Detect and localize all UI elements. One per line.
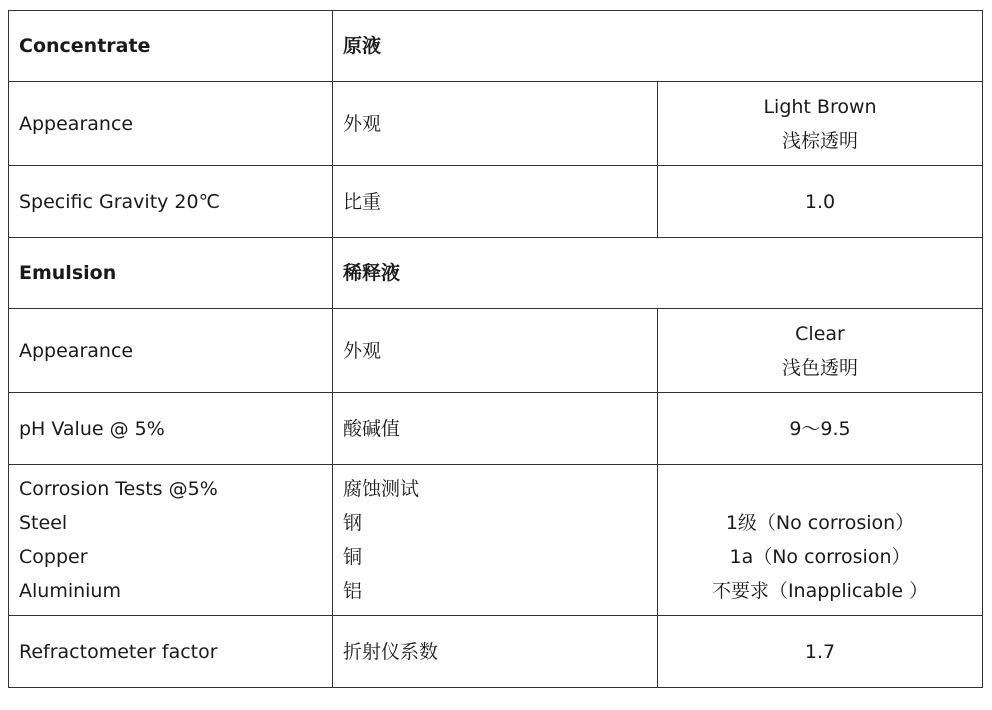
section-label-en: Concentrate [9, 11, 333, 82]
corrosion-value-blank [668, 472, 972, 506]
section-row-emulsion [9, 238, 983, 309]
property-label-en: Refractometer factor [9, 616, 333, 688]
value-line-cn: 浅色透明 [782, 356, 859, 379]
value-line-en: Clear [795, 322, 845, 345]
property-label-cn: 折射仪系数 [333, 616, 658, 688]
steel-label-en: Steel [19, 512, 68, 534]
property-value: 9～9.5 [658, 393, 983, 465]
copper-label-cn: 铜 [343, 546, 363, 568]
property-value: 1.7 [658, 616, 983, 688]
property-label-en: Appearance [9, 82, 333, 166]
table-row-appearance-emulsion [9, 309, 983, 393]
property-label-en [9, 465, 333, 616]
corrosion-label-en: Corrosion Tests @5% [19, 478, 218, 500]
property-label-cn: 酸碱值 [333, 393, 658, 465]
aluminium-label-cn: 铝 [343, 580, 363, 602]
table-row-corrosion-tests [9, 465, 983, 616]
property-label-cn: 比重 [333, 166, 658, 238]
table-row-ph-value [9, 393, 983, 465]
property-label-en: pH Value @ 5% [9, 393, 333, 465]
aluminium-value: 不要求（Inapplicable ） [711, 580, 929, 602]
property-label-en: Specific Gravity 20℃ [9, 166, 333, 238]
property-label-en: Appearance [9, 309, 333, 393]
section-row-concentrate [9, 11, 983, 82]
value-line-en: Light Brown [763, 95, 877, 118]
copper-value: 1a（No corrosion） [729, 546, 911, 568]
steel-label-cn: 钢 [343, 512, 363, 534]
property-value [658, 82, 983, 166]
steel-value: 1级（No corrosion） [725, 512, 915, 534]
property-value [658, 309, 983, 393]
section-label-en: Emulsion [9, 238, 333, 309]
table-row-refractometer-factor [9, 616, 983, 688]
table-row-appearance-concentrate [9, 82, 983, 166]
property-value [658, 465, 983, 616]
property-label-cn [333, 465, 658, 616]
section-label-cn: 稀释液 [333, 238, 983, 309]
property-value: 1.0 [658, 166, 983, 238]
copper-label-en: Copper [19, 546, 88, 568]
specification-table [8, 10, 983, 688]
table-row-specific-gravity [9, 166, 983, 238]
aluminium-label-en: Aluminium [19, 580, 121, 602]
value-line-cn: 浅棕透明 [782, 129, 859, 152]
section-label-cn: 原液 [333, 11, 983, 82]
property-label-cn: 外观 [333, 309, 658, 393]
corrosion-label-cn: 腐蚀测试 [343, 478, 420, 500]
property-label-cn: 外观 [333, 82, 658, 166]
